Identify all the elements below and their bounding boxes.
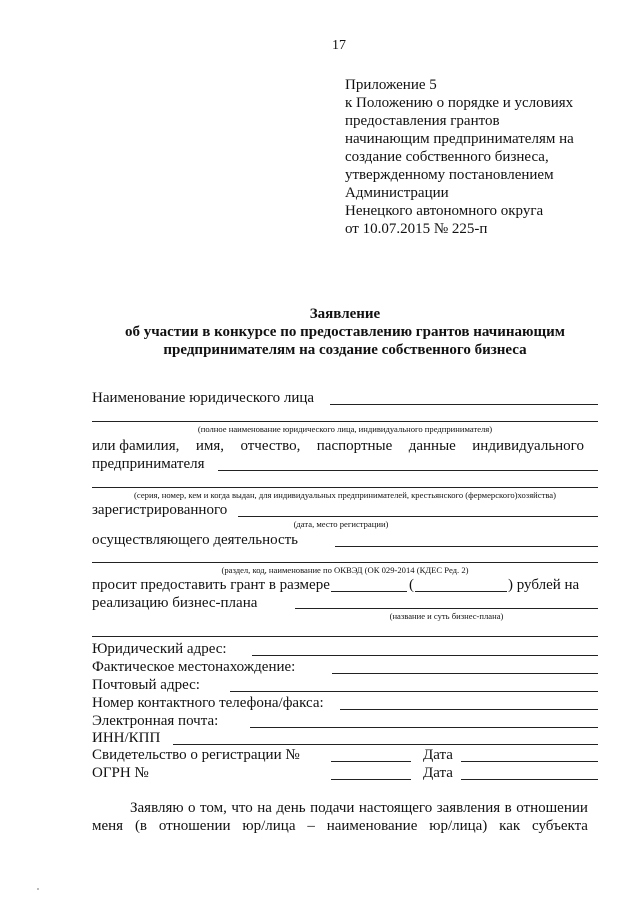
appendix-line: начинающим предпринимателям на xyxy=(345,131,574,147)
word: юр/лица xyxy=(242,818,296,834)
word: настоящего xyxy=(358,800,433,816)
title-line-2: об участии в конкурсе по предоставлению грантов начинающим xyxy=(124,324,566,340)
word: паспортные xyxy=(316,438,393,454)
page-number: 17 xyxy=(332,38,346,53)
business-plan-label: реализацию бизнес-плана xyxy=(92,595,258,611)
okved-hint: (раздел, код, наименование по ОКВЭД (ОК 029-2014 (КДЕС Ред. 2) xyxy=(221,565,469,575)
legal-entity-input-line[interactable] xyxy=(330,404,598,405)
legal-entity-label: Наименование юридического лица xyxy=(92,390,315,406)
declaration-line-2 xyxy=(92,817,588,835)
word: (в xyxy=(134,818,148,834)
word: что xyxy=(231,800,253,816)
registered-label: зарегистрированного xyxy=(92,502,228,518)
business-plan-hint: (название и суть бизнес-плана) xyxy=(389,611,504,621)
passport-hint: (серия, номер, кем и когда выдан, для индивидуальных предпринимателей, крестьянского (фермерского)хозяйства) xyxy=(134,490,556,500)
legal-address-input-line[interactable] xyxy=(252,655,598,656)
certificate-date-input-line[interactable] xyxy=(461,761,598,762)
word: отчество, xyxy=(240,438,301,454)
okved-input-line[interactable] xyxy=(92,562,598,563)
word: о xyxy=(188,800,196,816)
scan-speck xyxy=(37,888,39,890)
email-input-line[interactable] xyxy=(250,727,598,728)
registration-hint: (дата, место регистрации) xyxy=(293,519,389,529)
word: том, xyxy=(200,800,227,816)
word: или фамилия, xyxy=(92,438,180,454)
business-plan-input-line-2[interactable] xyxy=(92,636,598,637)
appendix-line: к Положению о порядке и условиях xyxy=(345,95,574,111)
document-title xyxy=(90,305,600,359)
appendix-line: создание собственного бизнеса, xyxy=(345,149,549,165)
legal-address-label: Юридический адрес: xyxy=(92,641,227,657)
word: на xyxy=(257,800,272,816)
legal-entity-hint: (полное наименование юридического лица, индивидуального предпринимателя) xyxy=(197,424,493,434)
postal-address-label: Почтовый адрес: xyxy=(92,677,200,693)
inn-input-line[interactable] xyxy=(173,744,598,745)
grant-paren-open: ( xyxy=(409,577,414,593)
grant-paren-close: ) рублей на xyxy=(508,577,580,593)
word: имя, xyxy=(195,438,224,454)
word: наименование xyxy=(326,818,418,834)
registration-input-line[interactable] xyxy=(238,516,598,517)
actual-location-label: Фактическое местонахождение: xyxy=(92,659,296,675)
word: – xyxy=(307,818,315,834)
grant-request-label: просит предоставить грант в размере xyxy=(92,577,330,593)
activity-label: осуществляющего деятельность xyxy=(92,532,299,548)
actual-location-input-line[interactable] xyxy=(332,673,598,674)
title-line-3: предпринимателям на создание собственного бизнеса xyxy=(163,342,527,358)
grant-amount-words-line[interactable] xyxy=(415,591,507,592)
declaration-line-1 xyxy=(130,799,588,817)
word: данные xyxy=(408,438,456,454)
entrepreneur-label: предпринимателя xyxy=(92,456,205,472)
inn-label: ИНН/КПП xyxy=(92,730,161,746)
appendix-line: предоставления грантов xyxy=(345,113,500,129)
appendix-line: утвержденному постановлением xyxy=(345,167,554,183)
phone-input-line[interactable] xyxy=(340,709,598,710)
email-label: Электронная почта: xyxy=(92,713,219,729)
appendix-line: Администрации xyxy=(345,185,449,201)
appendix-line: Приложение 5 xyxy=(345,77,437,93)
word: подачи xyxy=(310,800,355,816)
word: Заявляю xyxy=(130,800,184,816)
legal-entity-input-line-2[interactable] xyxy=(92,421,598,422)
word: отношении xyxy=(158,818,231,834)
grant-amount-input-line[interactable] xyxy=(331,591,407,592)
title-line-1: Заявление xyxy=(309,306,381,322)
word: заявления xyxy=(436,800,501,816)
ogrn-number-input-line[interactable] xyxy=(331,779,411,780)
appendix-line: Ненецкого автономного округа xyxy=(345,203,544,219)
word: как xyxy=(499,818,521,834)
word: юр/лица) xyxy=(429,818,488,834)
word: в xyxy=(504,800,512,816)
business-plan-input-line[interactable] xyxy=(295,608,598,609)
passport-input-line[interactable] xyxy=(92,487,598,488)
word: меня xyxy=(92,818,124,834)
entrepreneur-input-line[interactable] xyxy=(218,470,598,471)
appendix-block xyxy=(345,76,574,238)
or-name-row xyxy=(92,437,584,455)
word: день xyxy=(276,800,306,816)
activity-input-line[interactable] xyxy=(335,546,598,547)
word: субъекта xyxy=(532,818,588,834)
certificate-date-label: Дата xyxy=(423,747,453,763)
certificate-label: Свидетельство о регистрации № xyxy=(92,747,300,763)
ogrn-date-input-line[interactable] xyxy=(461,779,598,780)
ogrn-date-label: Дата xyxy=(423,765,453,781)
appendix-line: от 10.07.2015 № 225-п xyxy=(345,221,488,237)
postal-address-input-line[interactable] xyxy=(230,691,598,692)
certificate-number-input-line[interactable] xyxy=(331,761,411,762)
word: индивидуального xyxy=(472,438,584,454)
word: отношении xyxy=(516,800,588,816)
phone-label: Номер контактного телефона/факса: xyxy=(92,695,324,711)
ogrn-label: ОГРН № xyxy=(92,765,149,781)
